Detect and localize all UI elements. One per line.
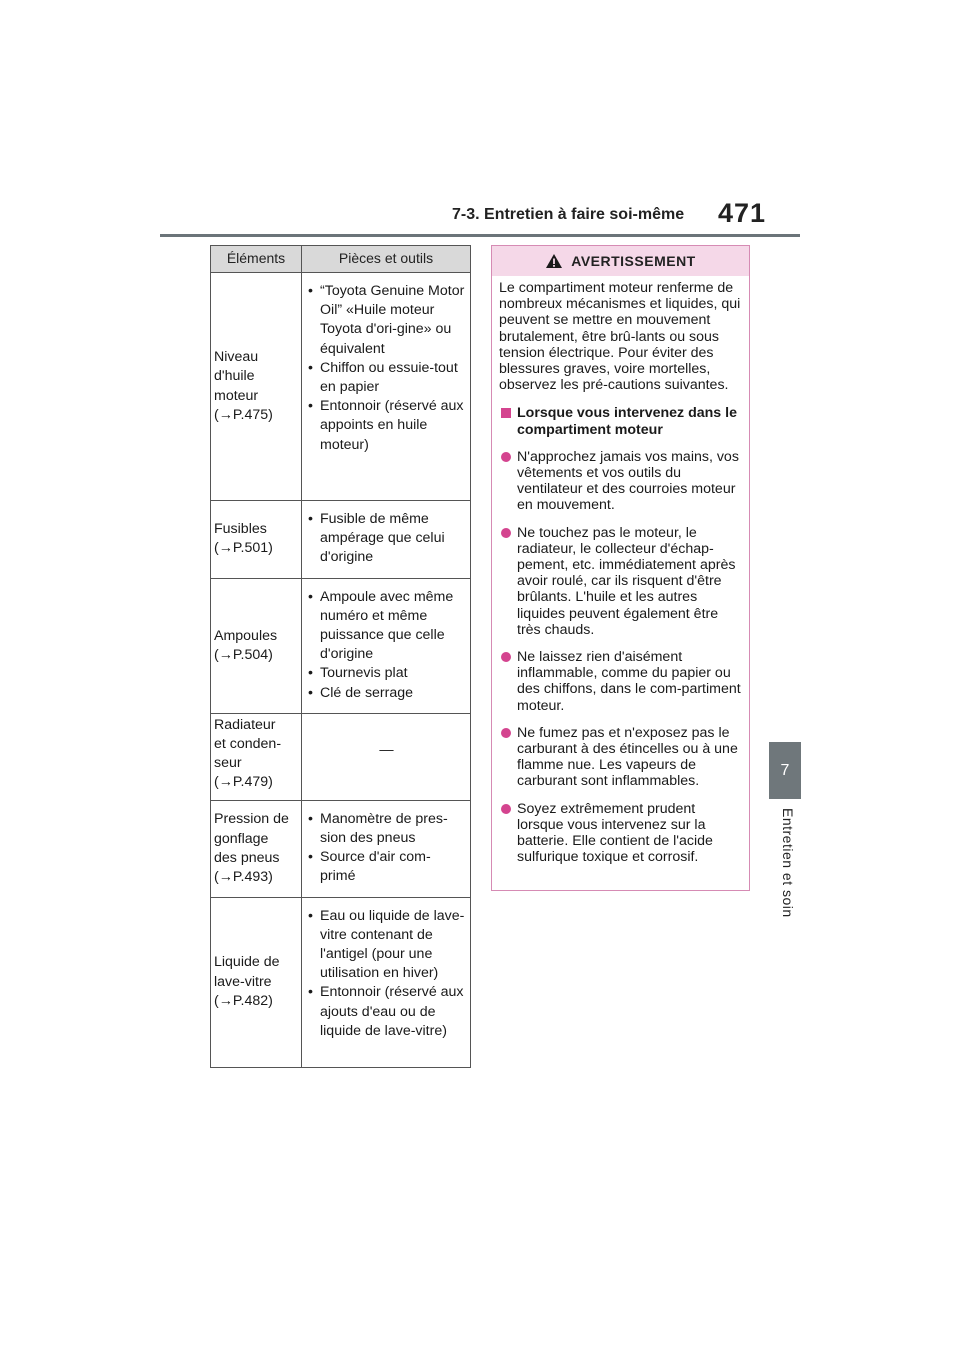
warning-bullet-text: Soyez extrêmement prudent lorsque vous intervenez sur la batterie. Elle contient de l'acide sulfurique toxique et corrosif. (517, 800, 713, 866)
warning-body (492, 276, 749, 866)
table-row (211, 273, 471, 501)
table-row (211, 713, 471, 800)
element-line: (→P.493) (214, 868, 273, 885)
element-line: (→P.504) (214, 646, 273, 663)
tool-item: • Entonnoir (réservé aux ajouts d'eau ou de liquide de lave-vitre) (307, 983, 466, 1041)
table-row (211, 578, 471, 713)
element-line: lave-vitre (214, 973, 272, 990)
tools-cell (302, 897, 471, 1067)
tools-list (307, 510, 466, 568)
warning-header (492, 246, 749, 276)
warning-bullet-text: Ne touchez pas le moteur, le radiateur, le collecteur d'échap-pement, etc. immédiatement après avoir roulé, car ils risquent d'être brûlants. L'huile et les autres liquides peuvent également être très chauds. (517, 524, 736, 638)
tools-list (307, 810, 466, 887)
tool-item: • Manomètre de pres-sion des pneus (307, 810, 466, 848)
warning-intro: Le compartiment moteur renferme de nombreux mécanismes et liquides, qui peuvent se mettre en mouvement brutalement, être brû-lants ou sous tension électrique. Pour éviter des blessures graves, voire mortelles, observez les pré-cautions suivantes. (499, 280, 741, 394)
warning-triangle-icon (545, 253, 563, 269)
warning-bullet-list (499, 449, 742, 866)
warning-box (491, 245, 750, 891)
tool-item: • Ampoule avec même numéro et même puissance que celle d'origine (307, 588, 466, 665)
tool-item: • Clé de serrage (307, 684, 466, 703)
warning-bullet-text: N'approchez jamais vos mains, vos vêtements et vos outils du ventilateur et des courroies moteur en mouvement. (517, 448, 739, 514)
tool-item: • Entonnoir (réservé aux appoints en huile moteur) (307, 397, 466, 455)
column-header-tools: Pièces et outils (302, 246, 471, 273)
round-bullet-icon (501, 452, 511, 462)
table-row (211, 897, 471, 1067)
tools-cell (302, 713, 471, 800)
element-cell (211, 273, 302, 501)
element-line: Liquide de (214, 954, 280, 971)
section-title: 7-3. Entretien à faire soi-même (452, 206, 685, 223)
tools-list (307, 588, 466, 703)
tool-item: • Chiffon ou essuie-tout en papier (307, 359, 466, 397)
warning-bullet (499, 801, 742, 866)
tools-list (307, 282, 466, 455)
tool-item: • Fusible de même ampérage que celui d'origine (307, 510, 466, 568)
page-number: 471 (718, 198, 767, 228)
warning-subheading (499, 405, 742, 437)
round-bullet-icon (501, 652, 511, 662)
chapter-tab[interactable] (769, 742, 801, 799)
warning-bullet (499, 725, 742, 790)
chapter-label: Entretien et soin (780, 808, 796, 918)
warning-subheading-text: Lorsque vous intervenez dans le compartiment moteur (517, 405, 737, 438)
element-line: Fusibles (214, 521, 267, 538)
square-bullet-icon (501, 408, 511, 418)
element-line: Pression de (214, 811, 289, 828)
warning-bullet (499, 449, 742, 514)
element-line: Ampoules (214, 627, 278, 644)
warning-bullet-text: Ne laissez rien d'aisément inflammable, comme du papier ou des chiffons, dans le com-partiment moteur. (517, 649, 741, 714)
table-row (211, 501, 471, 579)
tools-list (307, 907, 466, 1041)
tool-item: • Eau ou liquide de lave-vitre contenant de l'antigel (pour une utilisation en hiver) (307, 907, 466, 984)
element-line: (→P.475) (214, 406, 273, 423)
warning-bullet-text: Ne fumez pas et n'exposez pas le carburant à des étincelles ou à une flamme nue. Les vapeurs de carburant sont inflammables. (517, 724, 738, 790)
parts-tools-table (210, 245, 471, 1068)
element-line: moteur (214, 387, 259, 404)
tools-cell (302, 501, 471, 579)
element-line: (→P.501) (214, 540, 273, 557)
warning-bullet (499, 525, 742, 638)
element-line: d'huile (214, 368, 255, 385)
table-header-row (211, 246, 471, 273)
tool-item: • “Toyota Genuine Motor Oil” «Huile moteur Toyota d'ori-gine» ou équivalent (307, 282, 466, 359)
element-line: Radiateur (214, 716, 276, 733)
element-line: (→P.482) (214, 992, 273, 1009)
header-divider (160, 234, 800, 237)
element-line: et conden- (214, 736, 282, 753)
element-line: Niveau (214, 349, 259, 366)
element-line: seur (214, 755, 242, 772)
tools-cell (302, 578, 471, 713)
table-row (211, 800, 471, 897)
tool-item: • Tournevis plat (307, 664, 466, 683)
tools-cell (302, 800, 471, 897)
element-line: gonflage (214, 830, 269, 847)
chapter-number: 7 (780, 761, 790, 779)
warning-title: AVERTISSEMENT (571, 253, 696, 269)
element-cell (211, 578, 302, 713)
round-bullet-icon (501, 728, 511, 738)
round-bullet-icon (501, 804, 511, 814)
element-cell (211, 501, 302, 579)
element-cell (211, 800, 302, 897)
warning-bullet (499, 649, 742, 714)
element-line: des pneus (214, 849, 280, 866)
tool-item: • Source d'air com-primé (307, 848, 466, 886)
empty-dash: — (379, 741, 394, 758)
element-line: (→P.479) (214, 774, 273, 791)
column-header-elements: Éléments (211, 246, 302, 273)
round-bullet-icon (501, 528, 511, 538)
element-cell (211, 897, 302, 1067)
tools-cell (302, 273, 471, 501)
element-cell (211, 713, 302, 800)
